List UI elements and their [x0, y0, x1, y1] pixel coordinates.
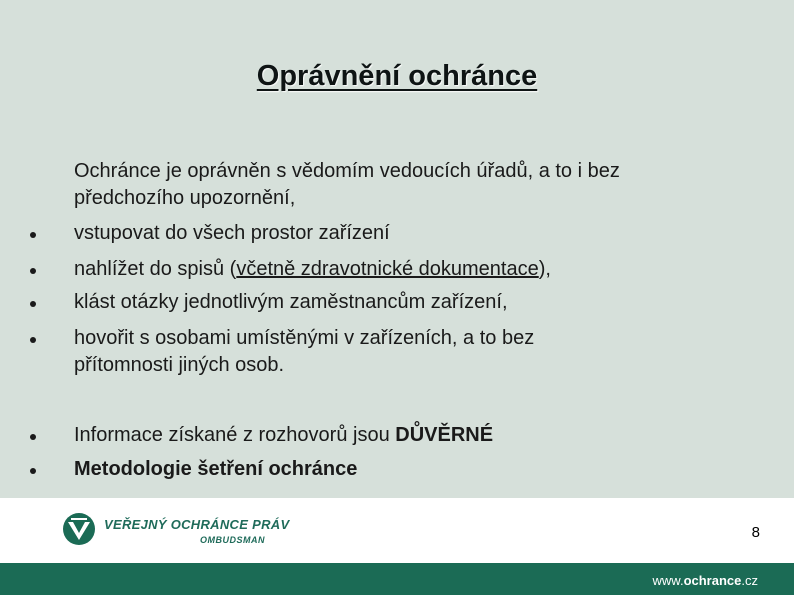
bullet-dot-icon [30, 337, 36, 343]
bullet-item [74, 289, 774, 316]
bullet-item [74, 456, 774, 483]
slide-title: Oprávnění ochránce [256, 60, 538, 92]
page-number: 8 [751, 524, 760, 541]
url-domain: ochrance [683, 573, 742, 588]
bullet-dot-icon [30, 268, 36, 274]
bullet-dot-icon [30, 232, 36, 238]
bullet-item [74, 220, 774, 247]
bullet-text-line-1: hovořit s osobami umístěnými v zařízeních, a to bez [74, 327, 535, 349]
logo-subtext: OMBUDSMAN [200, 535, 265, 545]
footer-bar [0, 563, 794, 595]
bullet-text: klást otázky jednotlivým zaměstnancům zařízení, [74, 291, 508, 313]
bullet-text-line-2: přítomnosti jiných osob. [74, 354, 285, 376]
intro-text [74, 158, 764, 212]
bullet-text-underlined: včetně zdravotnické dokumentace [236, 258, 539, 280]
footer [0, 498, 794, 563]
bullet-text-bold: Metodologie šetření ochránce [74, 458, 358, 480]
bullet-text-post: ), [538, 258, 551, 280]
bullet-item [74, 325, 774, 379]
bullet-text-bold: DŮVĚRNÉ [395, 424, 494, 446]
website-link[interactable] [653, 573, 759, 588]
bullet-dot-icon [30, 468, 36, 474]
bullet-text-pre: Informace získané z rozhovorů jsou [74, 424, 396, 446]
bullet-item [74, 256, 774, 283]
intro-line-1: Ochránce je oprávněn s vědomím vedoucích úřadů, a to i bez [74, 160, 620, 182]
intro-line-2: předchozího upozornění, [74, 187, 296, 209]
url-prefix: www. [652, 573, 684, 588]
bullet-item [74, 422, 774, 449]
url-suffix: .cz [741, 573, 758, 588]
bullet-dot-icon [30, 434, 36, 440]
bullet-text-pre: nahlížet do spisů ( [74, 258, 237, 280]
bullet-dot-icon [30, 301, 36, 307]
ombudsman-logo-icon [62, 512, 96, 546]
bullet-text: vstupovat do všech prostor zařízení [74, 222, 390, 244]
logo-text: VEŘEJNÝ OCHRÁNCE PRÁV [104, 517, 290, 532]
